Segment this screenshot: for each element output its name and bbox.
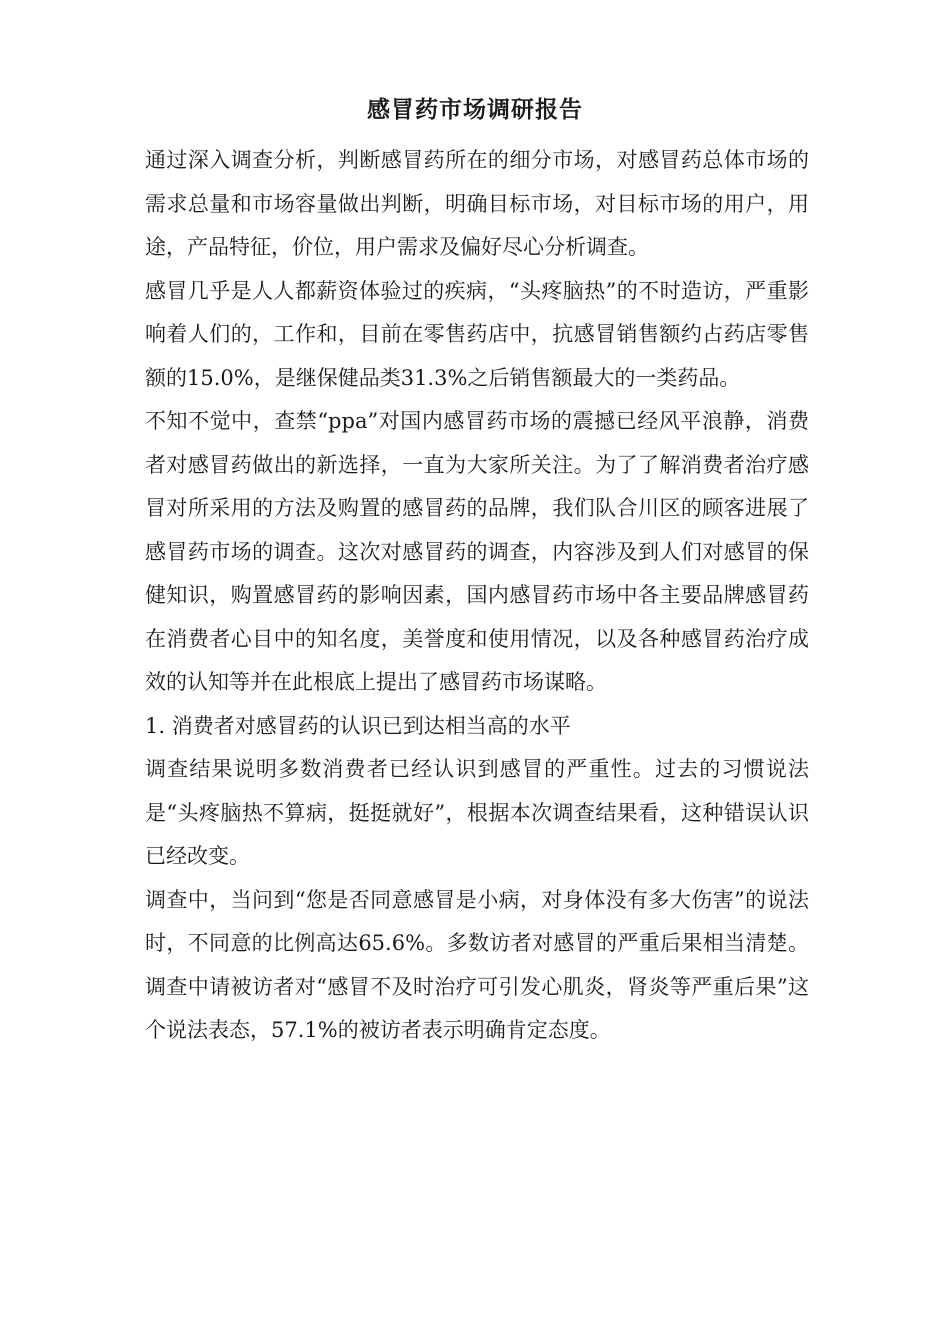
document-title: 感冒药市场调研报告 — [367, 96, 583, 123]
paragraph-intro: 通过深入调查分析，判断感冒药所在的细分市场，对感冒药总体市场的需求总量和市场容量做出判断，明确目标市场，对目标市场的用户，用途，产品特征，价位，用户需求及偏好尽心分析调查。 — [145, 148, 809, 259]
section-heading-1: 1. 消费者对感冒药的认识已到达相当高的水平 — [145, 713, 571, 738]
paragraph-survey-background: 不知不觉中，查禁“ppa”对国内感冒药市场的震撼已经风平浪静，消费者对感冒药做出的新选择，一直为大家所关注。为了了解消费者治疗感冒对所采用的方法及购置的感冒药的品牌，我们队合川区的顾客进展了感冒药市场的调查。这次对感冒药的调查，内容涉及到人们对感冒的保健知识，购置感冒药的影响因素，国内感冒药市场中各主要品牌感冒药在消费者心目中的知名度，美誉度和使用情况，以及各种感冒药治疗成效的认知等并在此根底上提出了感冒药市场谋略。 — [145, 409, 809, 694]
paragraph-cold-overview: 感冒几乎是人人都薪资体验过的疾病，“头疼脑热”的不时造访，严重影响着人们的，工作和，目前在零售药店中，抗感冒销售额约占药店零售额的15.0%，是继保健品类31.3%之后销售额最大的一类药品。 — [145, 278, 809, 390]
paragraph-awareness: 调查结果说明多数消费者已经认识到感冒的严重性。过去的习惯说法是“头疼脑热不算病，挺挺就好”，根据本次调查结果看，这种错误认识已经改变。 — [145, 757, 809, 868]
document-body — [145, 139, 809, 1053]
paragraph-survey-results: 调查中，当问到“您是否同意感冒是小病，对身体没有多大伤害”的说法时，不同意的比例高达65.6%。多数访者对感冒的严重后果相当清楚。调查中请被访者对“感冒不及时治疗可引发心肌炎，肾炎等严重后果”这个说法表态，57.1%的被访者表示明确肯定态度。 — [145, 887, 809, 1042]
